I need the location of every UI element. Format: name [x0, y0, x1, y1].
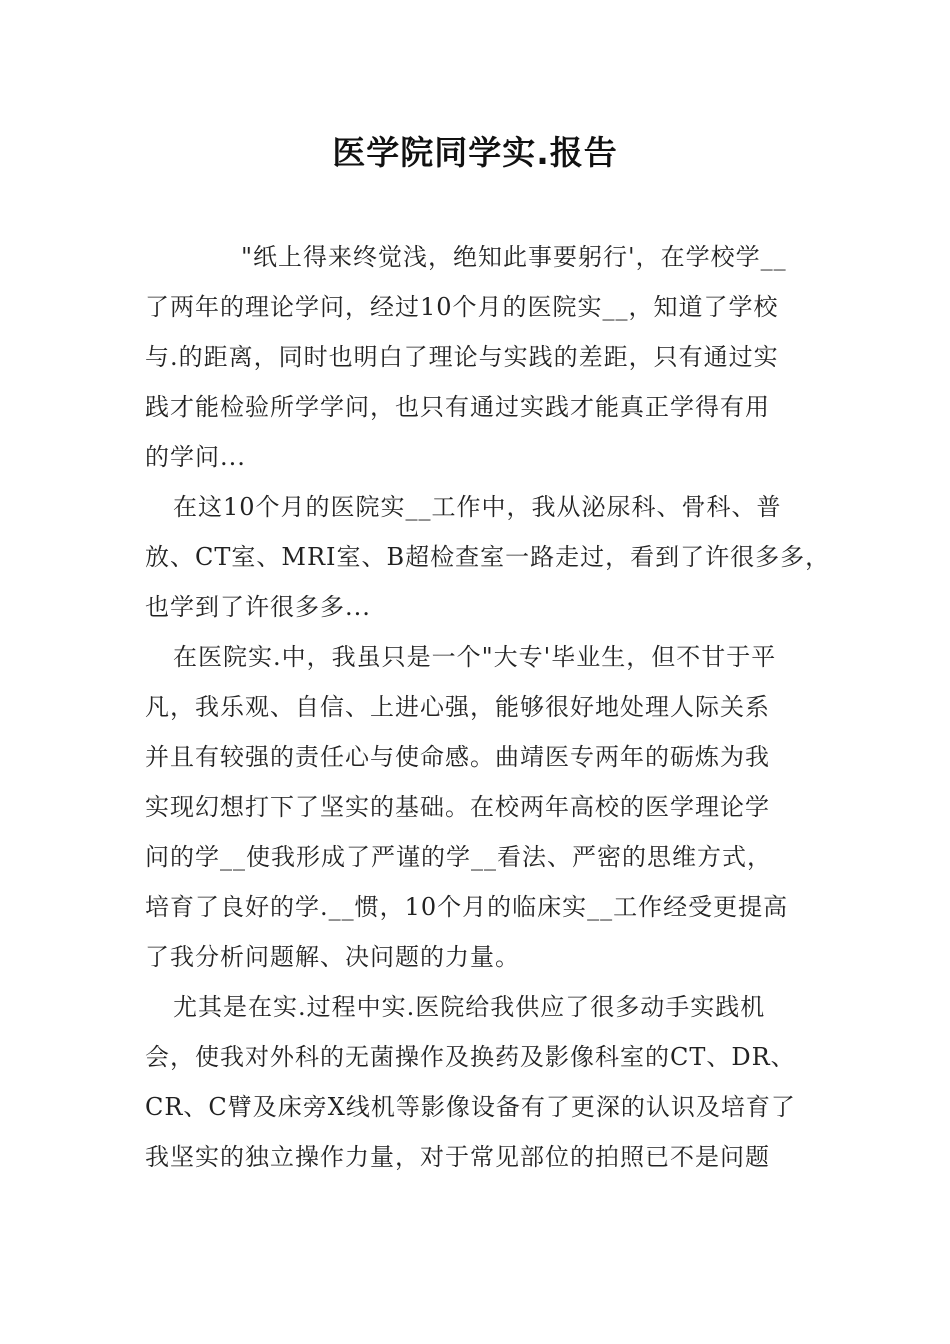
paragraph-line: 在医院实.中，我虽只是一个"大专'毕业生，但不甘于平: [173, 643, 777, 671]
paragraph-line: 践才能检验所学学问，也只有通过实践才能真正学得有用: [145, 393, 770, 421]
paragraph-line: 问的学__使我形成了严谨的学__看法、严密的思维方式，: [145, 843, 772, 871]
paragraph-4: [145, 982, 815, 1182]
paragraph-line: 了两年的理论学问，经过10个月的医院实__，知道了学校: [145, 293, 779, 321]
paragraph-line: 与.的距离，同时也明白了理论与实践的差距，只有通过实: [145, 343, 779, 371]
paragraph-line: 会，使我对外科的无菌操作及换药及影像科室的CT、DR、: [145, 1043, 796, 1071]
paragraph-1: [145, 232, 815, 482]
paragraph-line: 也学到了许很多多...: [145, 593, 371, 621]
paragraph-line: 在这10个月的医院实__工作中，我从泌尿科、骨科、普: [173, 493, 782, 521]
paragraph-2: [145, 482, 831, 632]
paragraph-line: 尤其是在实.过程中实.医院给我供应了很多动手实践机: [173, 993, 766, 1021]
paragraph-3: [145, 632, 815, 982]
paragraph-line: 的学问...: [145, 443, 246, 471]
paragraph-line: 放、CT室、MRI室、B超检查室一路走过，看到了许很多多，: [145, 543, 831, 571]
document-body: [145, 232, 831, 1182]
document-title: 医学院同学实.报告: [332, 133, 618, 172]
paragraph-line: 凡，我乐观、自信、上进心强，能够很好地处理人际关系: [145, 693, 770, 721]
paragraph-line: "纸上得来终觉浅，绝知此事要躬行'，在学校学__: [241, 243, 787, 271]
paragraph-line: 实现幻想打下了坚实的基础。在校两年高校的医学理论学: [145, 793, 770, 821]
paragraph-line: CR、C臂及床旁X线机等影像设备有了更深的认识及培育了: [145, 1093, 796, 1121]
paragraph-line: 了我分析问题解、决问题的力量。: [145, 943, 520, 971]
paragraph-line: 我坚实的独立操作力量，对于常见部位的拍照已不是问题: [145, 1143, 770, 1171]
paragraph-line: 并且有较强的责任心与使命感。曲靖医专两年的砺炼为我: [145, 743, 770, 771]
paragraph-line: 培育了良好的学.__惯，10个月的临床实__工作经受更提高: [145, 893, 789, 921]
